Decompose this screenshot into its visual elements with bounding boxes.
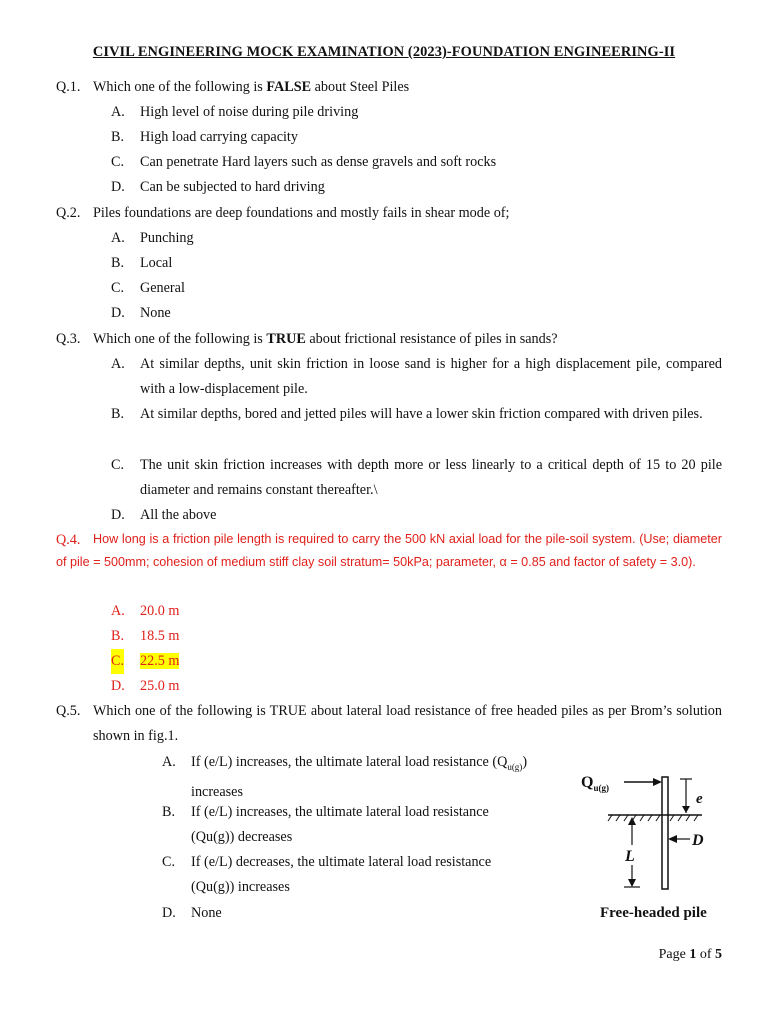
option-q4-d (111, 674, 722, 699)
option-q4-a (111, 599, 722, 624)
option-q2-b (111, 251, 722, 276)
option-text: Local (140, 255, 173, 271)
emphasis-true: TRUE (266, 331, 306, 347)
option-letter: D. (162, 905, 176, 921)
option-text-part: If (e/L) increases, the ultimate lateral load resistance (Q (191, 754, 508, 770)
option-letter: C. (111, 457, 125, 473)
question-1 (56, 75, 722, 100)
option-text-part: If (e/L) decreases, the ultimate lateral load resistance (191, 854, 492, 870)
option-text: The unit skin friction increases with depth more or less linearly to a critical depth of 15 to 20 pile diameter and remains constant thereafter.\ (140, 457, 722, 498)
option-q3-b (111, 402, 722, 427)
question-text: Piles foundations are deep foundations and mostly fails in shear mode of; (93, 205, 510, 221)
question-number: Q.3. (56, 331, 81, 347)
option-q4-b (111, 624, 722, 649)
option-q1-a (111, 100, 722, 125)
question-number: Q.1. (56, 79, 81, 95)
question-3 (56, 327, 722, 352)
option-text (191, 800, 572, 850)
option-q5-a (162, 750, 572, 805)
figure-caption: Free-headed pile (600, 905, 707, 921)
option-q3-a (111, 352, 722, 402)
option-text: High load carrying capacity (140, 129, 298, 145)
page-footer (659, 947, 722, 963)
option-q5-b (162, 800, 572, 850)
option-q3-d (111, 503, 722, 528)
option-text (191, 750, 572, 805)
option-text: Can be subjected to hard driving (140, 179, 325, 195)
option-q3-c (111, 453, 722, 503)
option-text-part: (Qu(g)) decreases (191, 829, 293, 845)
option-text: At similar depths, bored and jetted piles will have a lower skin friction compared with driven piles. (140, 406, 703, 422)
option-text: High level of noise during pile driving (140, 104, 359, 120)
option-q1-d (111, 175, 722, 200)
option-text: At similar depths, unit skin friction in loose sand is higher for a high displacement pile, compared with a low-displacement pile. (140, 356, 722, 397)
text-part: Which one of the following is (93, 79, 267, 95)
ground-hatching (608, 815, 698, 821)
text-part: Which one of the following is (93, 331, 267, 347)
option-text: Punching (140, 230, 194, 246)
text-part: about frictional resistance of piles in sands? (305, 331, 558, 347)
option-q1-b (111, 125, 722, 150)
emphasis-false: FALSE (266, 79, 312, 95)
d-arrowhead (668, 835, 677, 843)
question-5 (56, 699, 722, 749)
option-letter: B. (162, 804, 176, 820)
question-number: Q.5. (56, 703, 81, 719)
option-text-highlighted: 22.5 m (140, 653, 180, 669)
option-q2-c (111, 276, 722, 301)
option-q2-a (111, 226, 722, 251)
d-label: D (692, 832, 704, 849)
option-text: None (191, 905, 222, 921)
option-text: 20.0 m (140, 603, 180, 619)
option-letter: A. (111, 603, 125, 619)
option-text: None (140, 305, 171, 321)
option-text-part: increases (191, 783, 243, 800)
footer-text: of (696, 947, 715, 962)
option-letter: A. (111, 356, 125, 372)
option-letter: A. (162, 754, 176, 770)
question-number: Q.4. (56, 532, 81, 548)
option-letter: C. (162, 854, 176, 870)
load-arrowhead (653, 778, 662, 786)
option-text-part: (Qu(g)) increases (191, 879, 290, 895)
e-label: e (696, 791, 703, 807)
option-letter: C. (111, 280, 125, 296)
text-part: about Steel Piles (311, 79, 410, 95)
footer-text: Page (658, 947, 690, 962)
exam-title: CIVIL ENGINEERING MOCK EXAMINATION (2023)-FOUNDATION ENGINEERING-II (92, 44, 676, 60)
option-letter: D. (111, 179, 125, 195)
option-text: 18.5 m (140, 628, 180, 644)
option-letter: A. (111, 230, 125, 246)
option-text: Can penetrate Hard layers such as dense gravels and soft rocks (140, 154, 497, 170)
free-headed-pile-figure (578, 765, 738, 925)
option-text: 25.0 m (140, 678, 180, 694)
l-arrowhead-top (628, 817, 636, 825)
load-label: $Q_{u(g)}$ (581, 774, 609, 793)
option-letter: B. (111, 406, 125, 422)
option-q5-c (162, 850, 572, 900)
option-q4-c (111, 649, 722, 674)
question-2 (56, 201, 722, 226)
option-letter: B. (111, 628, 125, 644)
page-number: 1 (689, 947, 697, 962)
option-letter: D. (111, 678, 125, 694)
option-text: All the above (140, 507, 217, 523)
option-letter: A. (111, 104, 125, 120)
option-letter: C. (111, 154, 125, 170)
question-text (93, 75, 722, 100)
question-number: Q.2. (56, 205, 81, 221)
option-text-part: ) (522, 754, 528, 770)
option-letter-highlighted: C. (111, 649, 124, 674)
option-text (191, 850, 572, 900)
question-text (93, 327, 722, 352)
option-letter: D. (111, 507, 125, 523)
e-arrowhead (682, 806, 690, 813)
question-text: Which one of the following is TRUE about lateral load resistance of free headed piles as per Brom’s solution shown in fig.1. (93, 703, 722, 744)
pile-shaft (662, 777, 668, 889)
option-letter: D. (111, 305, 125, 321)
question-text-body: How long is a friction pile length is required to carry the 500 kN axial load for the pile-soil system. (Use; diameter of pile = 500mm; cohesion of medium stiff clay soil stratum= 50kPa; parameter, α = 0.85 and factor of safety = 3.0). (56, 532, 722, 569)
option-q5-d (162, 901, 572, 926)
option-text-part: If (e/L) increases, the ultimate lateral load resistance (191, 804, 489, 820)
option-text: General (140, 280, 185, 296)
option-q1-c (111, 150, 722, 175)
subscript: u(g) (507, 761, 523, 772)
l-label: L (625, 848, 635, 865)
option-letter: B. (111, 255, 125, 271)
option-letter: B. (111, 129, 125, 145)
l-arrowhead-bottom (628, 879, 636, 887)
question-4 (56, 528, 722, 574)
page-total: 5 (715, 947, 722, 962)
option-q2-d (111, 301, 722, 326)
